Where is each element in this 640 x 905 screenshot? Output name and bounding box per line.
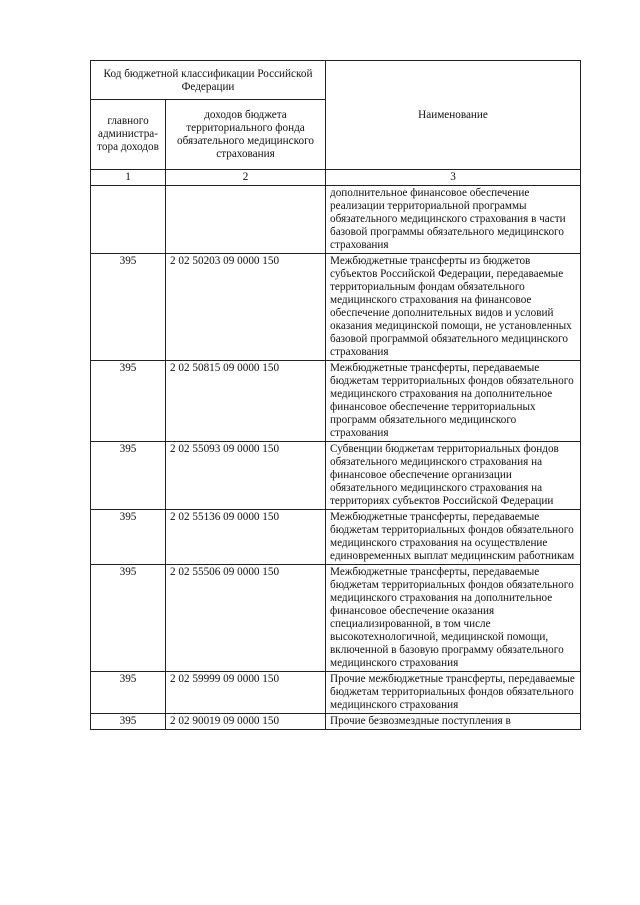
revenue-code-cell: 2 02 55136 09 0000 150 <box>166 510 326 565</box>
table-row <box>91 361 581 442</box>
name-cell: Прочие безвозмездные поступления в <box>326 714 581 730</box>
table-row <box>91 510 581 565</box>
revenue-code-cell: 2 02 55506 09 0000 150 <box>166 565 326 672</box>
table-row <box>91 442 581 510</box>
header-row-top <box>91 61 581 100</box>
admin-code-cell: 395 <box>91 361 166 442</box>
revenue-code-cell: 2 02 50815 09 0000 150 <box>166 361 326 442</box>
table-row <box>91 186 581 254</box>
admin-code-cell: 395 <box>91 672 166 714</box>
table-row <box>91 672 581 714</box>
revenue-code-cell <box>166 186 326 254</box>
name-cell: Межбюджетные трансферты, передаваемые бюджетам территориальных фондов обязательного медицинского страхования на дополнительное финансовое обеспечение территориальных программ обязательного медицинского страхования <box>326 361 581 442</box>
admin-code-cell <box>91 186 166 254</box>
revenue-code-cell: 2 02 55093 09 0000 150 <box>166 442 326 510</box>
admin-code-cell: 395 <box>91 510 166 565</box>
name-cell: Межбюджетные трансферты из бюджетов субъектов Российской Федерации, передаваемые территориальным фондам обязательного медицинского страхования на финансовое обеспечение дополнительных видов и условий оказания медицинской помощи, не установленных базовой программой обязательного медицинского страхования <box>326 254 581 361</box>
table-row <box>91 714 581 730</box>
name-cell: Прочие межбюджетные трансферты, передаваемые бюджетам территориальных фондов обязательного медицинского страхования <box>326 672 581 714</box>
budget-classification-table <box>90 60 581 730</box>
revenue-budget-header: доходов бюджета территориального фонда обязательного медицинского страхования <box>166 100 326 170</box>
name-header: Наименование <box>326 61 581 170</box>
name-cell: Межбюджетные трансферты, передаваемые бюджетам территориальных фондов обязательного медицинского страхования на дополнительное финансовое обеспечение оказания специализированной, в том числе высокотехнологичной, медицинской помощи, включенной в базовую программу обязательного медицинского страхования <box>326 565 581 672</box>
name-cell: дополнительное финансовое обеспечение реализации территориальной программы обязательного медицинского страхования в части базовой программы обязательного медицинского страхования <box>326 186 581 254</box>
table-row <box>91 565 581 672</box>
column-number: 3 <box>326 170 581 186</box>
main-admin-header: главного администра-тора доходов <box>91 100 166 170</box>
classification-header: Код бюджетной классификации Российской Федерации <box>91 61 326 100</box>
revenue-code-cell: 2 02 90019 09 0000 150 <box>166 714 326 730</box>
name-cell: Субвенции бюджетам территориальных фондов обязательного медицинского страхования на финансовое обеспечение организации обязательного медицинского страхования на территориях субъектов Российской Федерации <box>326 442 581 510</box>
column-number: 1 <box>91 170 166 186</box>
admin-code-cell: 395 <box>91 714 166 730</box>
admin-code-cell: 395 <box>91 442 166 510</box>
revenue-code-cell: 2 02 50203 09 0000 150 <box>166 254 326 361</box>
table-row <box>91 254 581 361</box>
column-number-row <box>91 170 581 186</box>
admin-code-cell: 395 <box>91 254 166 361</box>
column-number: 2 <box>166 170 326 186</box>
revenue-code-cell: 2 02 59999 09 0000 150 <box>166 672 326 714</box>
name-cell: Межбюджетные трансферты, передаваемые бюджетам территориальных фондов обязательного медицинского страхования на осуществление единовременных выплат медицинским работникам <box>326 510 581 565</box>
admin-code-cell: 395 <box>91 565 166 672</box>
